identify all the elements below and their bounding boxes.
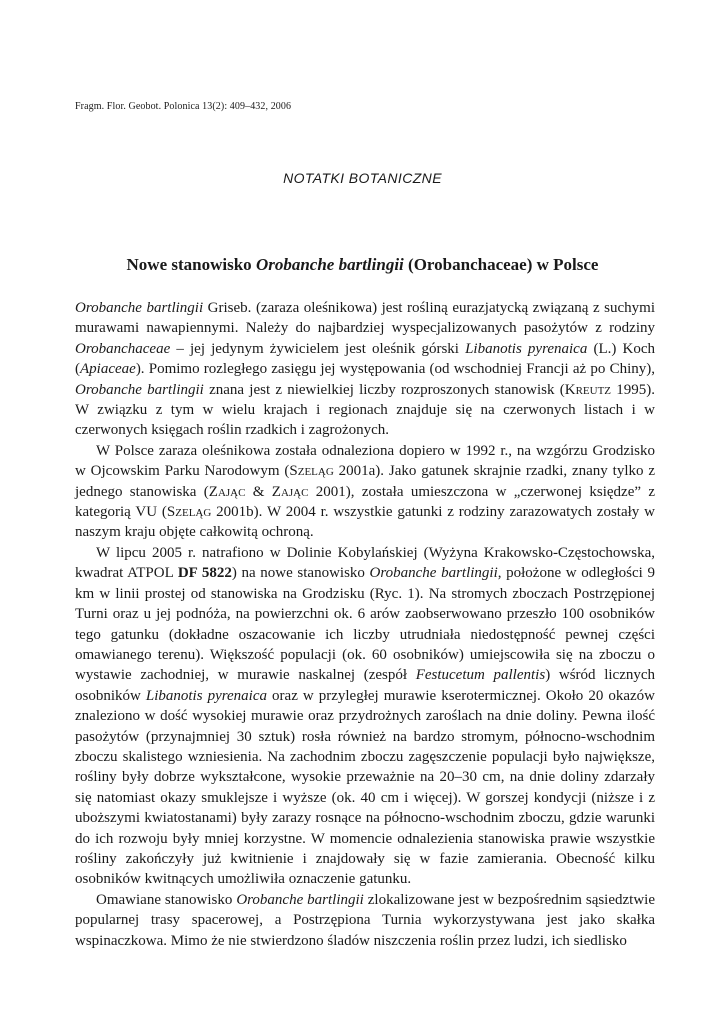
text-run: ). Pomimo rozległego zasięgu jej występowania (od wschodniej Francji aż po Chiny), bbox=[135, 361, 655, 378]
taxon-name: Libanotis pyrenaica bbox=[145, 687, 268, 704]
grid-square-code: DF 5822 bbox=[177, 565, 232, 582]
article-title-prefix: Nowe stanowisko bbox=[126, 255, 256, 274]
text-run: & bbox=[245, 483, 272, 500]
text-run: znana jest z niewielkiej liczby rozproszonych stanowisk ( bbox=[203, 381, 565, 398]
body-paragraph bbox=[75, 890, 655, 951]
text-run: zlokalizowane jest w bezpośrednim sąsiedztwie popularnej trasy spacerowej, a Postrzępiona Turnia wykorzystywana jest jako skałka wspinaczkowa. Mimo że nie stwierdzono śladów niszczenia roślin przez ludzi, ich siedlisko bbox=[75, 891, 655, 949]
taxon-name: Orobanche bartlingii bbox=[369, 565, 498, 582]
author-citation: Zając bbox=[208, 483, 246, 500]
text-run: (L.) Koch ( bbox=[75, 340, 656, 378]
taxon-name: Orobanchaceae bbox=[75, 340, 171, 357]
text-run: oraz w przyległej murawie kserotermicznej. Około 20 okazów znaleziono w dość wysokiej murawie oraz przydrożnych zaroślach na dnie doliny. Pewna ilość pasożytów (przynajmniej 30 sztuk) rosła również na bardzo stromym, północno-wschodnim zboczu skalistego wzniesienia. Na zachodnim zboczu zagęszczenie populacji było największe, rośliny były dobrze wykształcone, wysokie przeważnie na 20–30 cm, na dnie doliny zdarzały się natomiast okazy smuklejsze i wyższe (ok. 40 cm i więcej). W gorszej kondycji (niższe i z uboższymi kwiatostanami) były zarazy rosnące na północno-wschodnim zboczu, gdzie warunki do ich rozwoju były mniej korzystne. W momencie odnalezienia stanowiska prawie wszystkie rośliny zakończyły już kwitnienie i znajdowały się w fazie zamierania. Obecność kilku osobników kwitnących umożliwiła oznaczenie gatunku. bbox=[75, 687, 656, 888]
taxon-name: Orobanche bartlingii bbox=[236, 891, 364, 908]
text-run: – jej jedynym żywicielem jest oleśnik górski bbox=[170, 340, 466, 357]
section-heading: NOTATKI BOTANICZNE bbox=[283, 170, 442, 186]
text-run: W Polsce zaraza oleśnikowa została odnaleziona dopiero w 1992 r., na wzgórzu Grodzisko w Ojcowskim Parku Narodowym ( bbox=[75, 442, 655, 480]
text-run: ) wśród licznych osobników bbox=[75, 667, 656, 704]
article-title bbox=[0, 255, 725, 275]
article-body bbox=[75, 298, 655, 951]
body-paragraph bbox=[75, 543, 655, 890]
author-citation: Kreutz bbox=[564, 381, 612, 398]
taxon-name: Orobanche bartlingii bbox=[75, 300, 204, 316]
taxon-name: Apiaceae bbox=[80, 361, 136, 378]
text-run: ) na nowe stanowisko bbox=[231, 565, 370, 582]
author-citation: Szeląg bbox=[289, 463, 334, 480]
text-run: W lipcu 2005 r. natrafiono w Dolinie Kobylańskiej (Wyżyna Krakowsko-Częstochowska, kwadrat ATPOL bbox=[75, 544, 655, 582]
text-run: 2001a). Jako gatunek skrajnie rzadki, znany tylko z jednego stanowiska ( bbox=[75, 463, 655, 500]
body-paragraph bbox=[75, 441, 655, 543]
text-run: Omawiane stanowisko bbox=[96, 891, 237, 908]
article-title-species: Orobanche bartlingii bbox=[255, 255, 404, 274]
author-citation: Zając bbox=[271, 483, 309, 500]
body-paragraph bbox=[75, 298, 655, 441]
journal-citation: Fragm. Flor. Geobot. Polonica 13(2): 409–432, 2006 bbox=[75, 101, 292, 112]
author-citation: Szeląg bbox=[166, 504, 212, 521]
taxon-name: Orobanche bartlingii bbox=[75, 381, 204, 398]
article-title-suffix: (Orobanchaceae) w Polsce bbox=[403, 255, 599, 274]
text-run: 2001), została umieszczona w „czerwonej księdze” z kategorią VU ( bbox=[75, 483, 656, 521]
text-run: 1995). W związku z tym w wielu krajach i regionach znajduje się na czerwonych listach i w czerwonych księgach roślin rzadkich i zagrożonych. bbox=[75, 381, 655, 439]
text-run: 2001b). W 2004 r. wszystkie gatunki z rodziny zarazowatych zostały w naszym kraju objęte całkowitą ochroną. bbox=[75, 504, 655, 541]
taxon-name: Festucetum pallentis bbox=[415, 667, 546, 684]
text-run: , położone w odległości 9 km w linii prostej od stanowiska na Grodzisku (Ryc. 1). Na stromych zboczach Postrzępionej Turni oraz u jej podnóża, na powierzchni ok. 6 arów zaobserwowano przeszło 100 osobników tego gatunku (dokładne oszacowanie ich liczby utrudniała niedostępność pewnej części omawianego terenu). Większość populacji (ok. 60 osobników) umiejscowiła się na zboczu o wystawie zachodniej, w murawie naskalnej (zespół bbox=[75, 565, 655, 684]
taxon-name: Libanotis pyrenaica bbox=[465, 340, 588, 357]
text-run: Griseb. (zaraza oleśnikowa) jest rośliną eurazjatycką związaną z suchymi murawami nawapiennymi. Należy do najbardziej wyspecjalizowanych pasożytów z rodziny bbox=[75, 300, 655, 337]
